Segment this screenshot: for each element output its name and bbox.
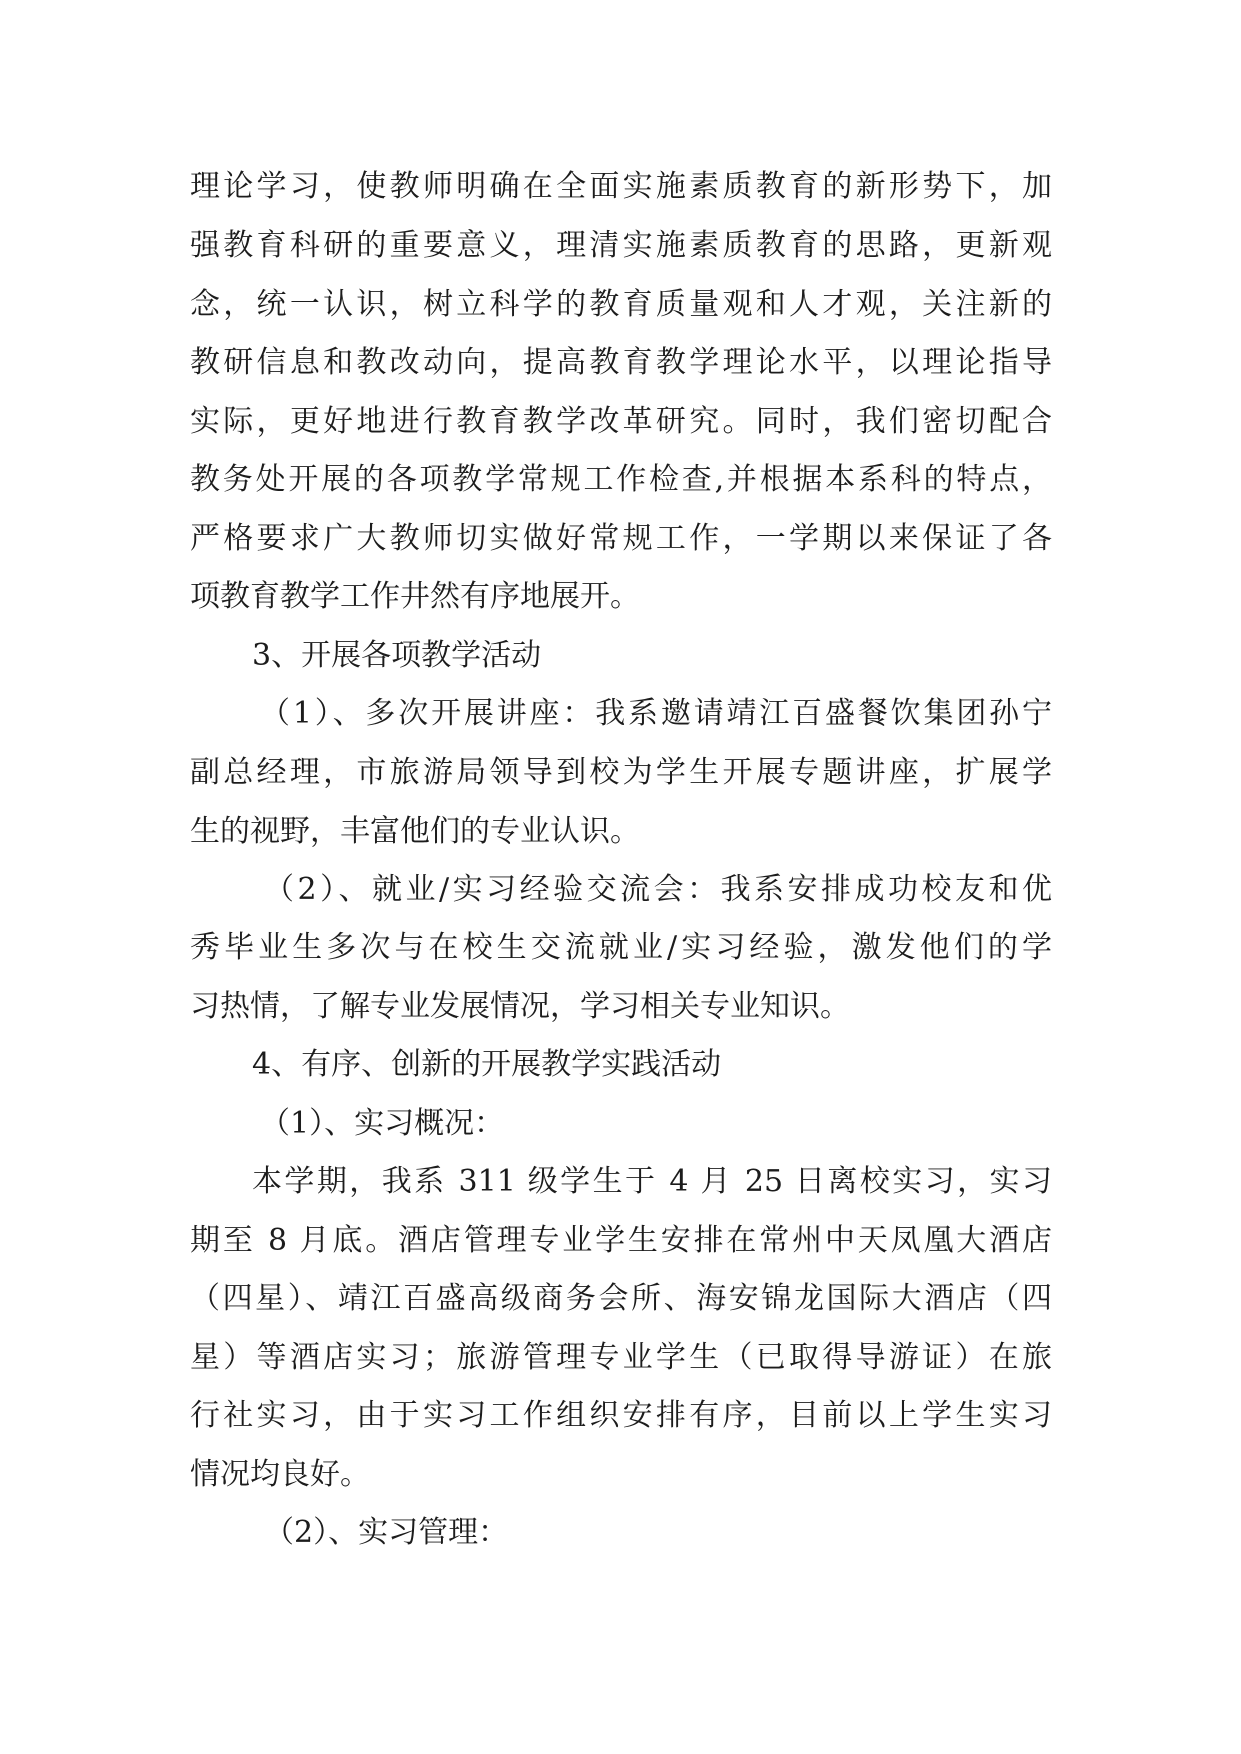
paragraph-line: 期至 8 月底。酒店管理专业学生安排在常州中天凤凰大酒店 (190, 1223, 1052, 1258)
subsection-heading: （2）、实习管理： (264, 1515, 509, 1550)
paragraph-line: 星）等酒店实习；旅游管理专业学生（已取得导游证）在旅 (190, 1340, 1052, 1375)
paragraph-line: 本学期，我系 311 级学生于 4 月 25 日离校实习，实习 (252, 1164, 1052, 1199)
paragraph-line: 理论学习，使教师明确在全面实施素质教育的新形势下，加 (190, 169, 1052, 204)
paragraph-line: （四星）、靖江百盛高级商务会所、海安锦龙国际大酒店（四 (190, 1281, 1052, 1316)
section-heading: 3、开展各项教学活动 (252, 638, 542, 673)
paragraph-line: 实际，更好地进行教育教学改革研究。同时，我们密切配合 (190, 404, 1052, 439)
paragraph-line: （1）、多次开展讲座：我系邀请靖江百盛餐饮集团孙宁 (260, 696, 1052, 731)
paragraph-line: 项教育教学工作井然有序地展开。 (190, 579, 640, 614)
paragraph-line: 副总经理，市旅游局领导到校为学生开展专题讲座，扩展学 (190, 755, 1052, 790)
paragraph-line: 习热情，了解专业发展情况，学习相关专业知识。 (190, 989, 850, 1024)
paragraph-line: 严格要求广大教师切实做好常规工作，一学期以来保证了各 (190, 521, 1052, 556)
section-heading: 4、有序、创新的开展教学实践活动 (252, 1047, 722, 1082)
paragraph-line: （2）、就业/实习经验交流会：我系安排成功校友和优 (264, 872, 1052, 907)
paragraph-line: 教务处开展的各项教学常规工作检查,并根据本系科的特点， (190, 462, 1052, 497)
paragraph-line: 念，统一认识，树立科学的教育质量观和人才观，关注新的 (190, 287, 1052, 322)
paragraph-line: 情况均良好。 (190, 1457, 370, 1492)
subsection-heading: （1）、实习概况： (260, 1106, 505, 1141)
paragraph-line: 秀毕业生多次与在校生交流就业/实习经验，激发他们的学 (190, 930, 1052, 965)
paragraph-line: 教研信息和教改动向，提高教育教学理论水平，以理论指导 (190, 345, 1052, 380)
paragraph-line: 生的视野，丰富他们的专业认识。 (190, 814, 640, 849)
paragraph-line: 强教育科研的重要意义，理清实施素质教育的思路，更新观 (190, 228, 1052, 263)
paragraph-line: 行社实习，由于实习工作组织安排有序，目前以上学生实习 (190, 1398, 1052, 1433)
